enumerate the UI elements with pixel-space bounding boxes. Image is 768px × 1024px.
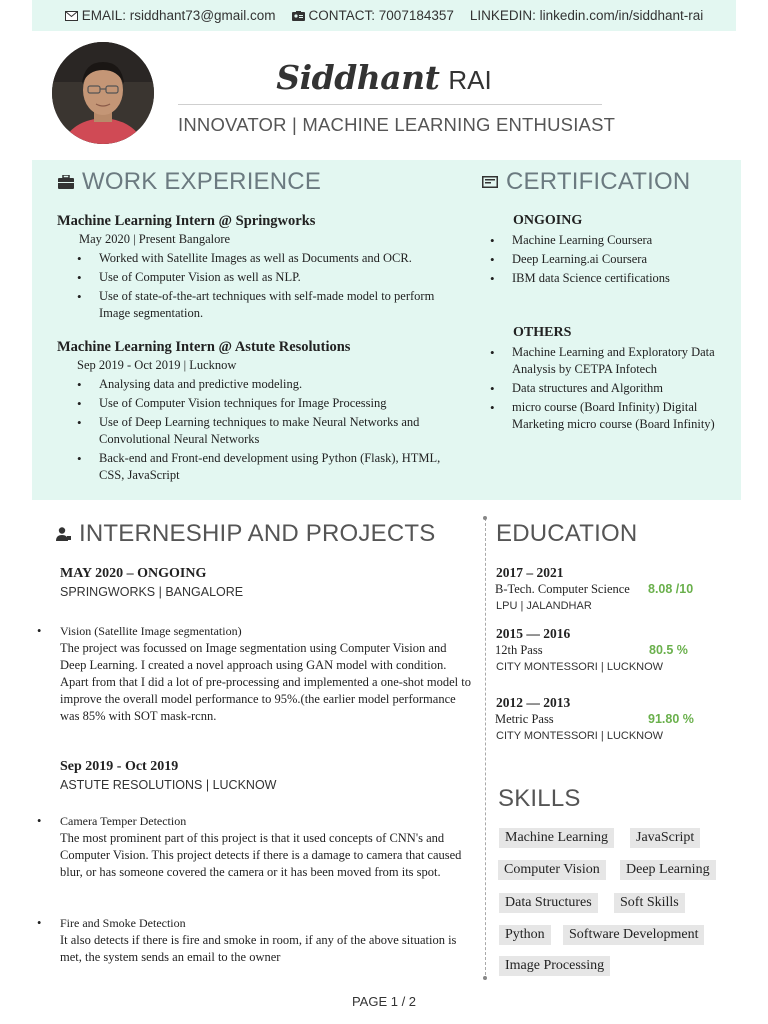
job-title: Machine Learning Intern @ Springworks	[57, 213, 316, 229]
project-description: The most prominent part of this project is that it used concepts of CNN's and Computer Vision. This project detects if there is a damage to camera that caused blur, or has someone covered the camera or it has been moved from its spot.	[60, 831, 462, 879]
project-description: It also detects if there is fire and smoke in room, if any of the above situation is met, the system sends an email to the owner	[60, 933, 457, 964]
contact-bar	[32, 0, 736, 31]
edu-years: 2015 — 2016	[496, 626, 571, 641]
phone-text: CONTACT: 7007184357	[308, 8, 454, 23]
email-icon	[65, 11, 78, 21]
project-title: Camera Temper Detection	[60, 814, 187, 828]
contact-card-icon	[292, 11, 305, 21]
list-item: • Data structures and Algorithm	[490, 380, 722, 397]
list-item: • Machine Learning and Exploratory Data Analysis by CETPA Infotech	[490, 344, 722, 378]
project-date: Sep 2019 - Oct 2019	[60, 759, 179, 774]
divider-dot	[483, 516, 487, 520]
edu-degree: B-Tech. Computer Science	[495, 582, 630, 596]
job-title: Machine Learning Intern @ Astute Resolutions	[57, 339, 351, 355]
skill-tag: Soft Skills	[614, 893, 685, 913]
skill-tag: JavaScript	[630, 828, 700, 848]
project-item: • Fire and Smoke Detection It also detects if there is fire and smoke in room, if any of the above situation is met, the system sends an email to the owner	[60, 915, 468, 966]
project-date: MAY 2020 – ONGOING	[60, 566, 207, 581]
cert-ongoing-list	[490, 232, 720, 289]
first-name: Siddhant	[276, 58, 440, 97]
skill-tag: Computer Vision	[498, 860, 606, 880]
list-item: • Analysing data and predictive modeling.	[77, 376, 457, 393]
edu-institute: CITY MONTESSORI | LUCKNOW	[496, 661, 664, 673]
skill-tag: Data Structures	[499, 893, 598, 913]
skill-tag: Machine Learning	[499, 828, 614, 848]
certification-heading	[482, 168, 690, 196]
edu-institute: CITY MONTESSORI | LUCKNOW	[496, 730, 664, 742]
projects-heading	[56, 520, 435, 548]
list-item: • Use of Computer Vision as well as NLP.	[77, 269, 457, 286]
cert-ongoing-label: ONGOING	[513, 213, 583, 228]
list-item: • Deep Learning.ai Coursera	[490, 251, 720, 268]
column-divider	[485, 518, 486, 980]
project-title: Fire and Smoke Detection	[60, 916, 186, 930]
project-description: The project was focussed on Image segmentation using Computer Vision and Deep Learning. I created a novel approach using GAN model with condition. Apart from that I did a lot of pre-processing and implemented a one-shot model to improve the overall model performance to 95%.(the earlier model performance was 85% with SOT mask-rcnn.	[60, 641, 471, 723]
skill-tag: Image Processing	[499, 956, 610, 976]
skill-tag: Deep Learning	[620, 860, 716, 880]
edu-score: 91.80 %	[648, 712, 694, 726]
contact-email[interactable]	[65, 8, 276, 23]
cert-others-label: OTHERS	[513, 325, 572, 340]
page-number: PAGE 1 / 2	[351, 994, 417, 1009]
list-item: • Machine Learning Coursera	[490, 232, 720, 249]
edu-years: 2012 — 2013	[496, 695, 571, 710]
edu-degree: 12th Pass	[495, 643, 543, 657]
project-item: • Vision (Satellite Image segmentation) The project was focussed on Image segmentation using Computer Vision and Deep Learning. I created a novel approach using GAN model with condition. Apart from that I did a lot of pre-processing and implemented a one-shot model to improve the overall model performance to 95%.(the earlier model performance was 85% with SOT mask-rcnn.	[37, 624, 471, 723]
projects-title: INTERNESHIP AND PROJECTS	[79, 520, 436, 547]
list-item: • Use of state-of-the-art techniques with self-made model to perform Image segmentation.	[77, 288, 457, 322]
project-org: ASTUTE RESOLUTIONS | LUCKNOW	[60, 778, 277, 792]
list-item: • Back-end and Front-end development using Python (Flask), HTML, CSS, JavaScript	[77, 450, 457, 484]
project-title: Vision (Satellite Image segmentation)	[60, 624, 242, 638]
edu-years: 2017 – 2021	[496, 565, 564, 580]
skills-heading	[498, 785, 581, 813]
edu-institute: LPU | JALANDHAR	[496, 600, 592, 612]
last-name: RAI	[448, 65, 492, 95]
job-bullets	[77, 376, 457, 486]
education-title: EDUCATION	[496, 520, 638, 547]
briefcase-icon	[58, 175, 74, 189]
skill-tag: Python	[499, 925, 551, 945]
list-item: • Use of Deep Learning techniques to make Neural Networks and Convolutional Neural Networks	[77, 414, 457, 448]
skill-tag: Software Development	[563, 925, 704, 945]
skills-title: SKILLS	[498, 785, 581, 812]
contact-phone[interactable]	[292, 8, 454, 23]
certificate-icon	[482, 176, 498, 188]
job-meta: Sep 2019 - Oct 2019 | Lucknow	[77, 358, 237, 372]
list-item: • Use of Computer Vision techniques for Image Processing	[77, 395, 457, 412]
tagline: INNOVATOR | MACHINE LEARNING ENTHUSIAST	[178, 114, 616, 135]
project-item: • Camera Temper Detection The most prominent part of this project is that it used concepts of CNN's and Computer Vision. This project detects if there is a damage to camera that caused blur, or has someone covered the camera or it has been moved from its spot.	[60, 813, 468, 881]
name-divider	[178, 104, 602, 105]
list-item: • micro course (Board Infinity) Digital Marketing micro course (Board Infinity)	[490, 399, 722, 433]
contact-linkedin[interactable]	[470, 8, 703, 23]
candidate-name	[0, 56, 768, 98]
divider-dot	[483, 976, 487, 980]
certification-title: CERTIFICATION	[506, 168, 691, 195]
project-org: SPRINGWORKS | BANGALORE	[60, 585, 244, 599]
email-text: EMAIL: rsiddhant73@gmail.com	[81, 8, 276, 23]
cert-others-list	[490, 344, 722, 435]
job-bullets	[77, 250, 457, 324]
list-item: • Worked with Satellite Images as well as Documents and OCR.	[77, 250, 457, 267]
job-meta: May 2020 | Present Bangalore	[79, 232, 231, 246]
edu-score: 8.08 /10	[648, 582, 694, 596]
edu-score: 80.5 %	[649, 643, 688, 657]
list-item: • IBM data Science certifications	[490, 270, 720, 287]
work-experience-title: WORK EXPERIENCE	[82, 168, 322, 195]
linkedin-text: LINKEDIN: linkedin.com/in/siddhant-rai	[469, 8, 704, 23]
work-experience-heading	[58, 168, 321, 196]
person-icon	[56, 527, 71, 541]
edu-degree: Metric Pass	[495, 712, 554, 726]
education-heading	[496, 520, 637, 548]
